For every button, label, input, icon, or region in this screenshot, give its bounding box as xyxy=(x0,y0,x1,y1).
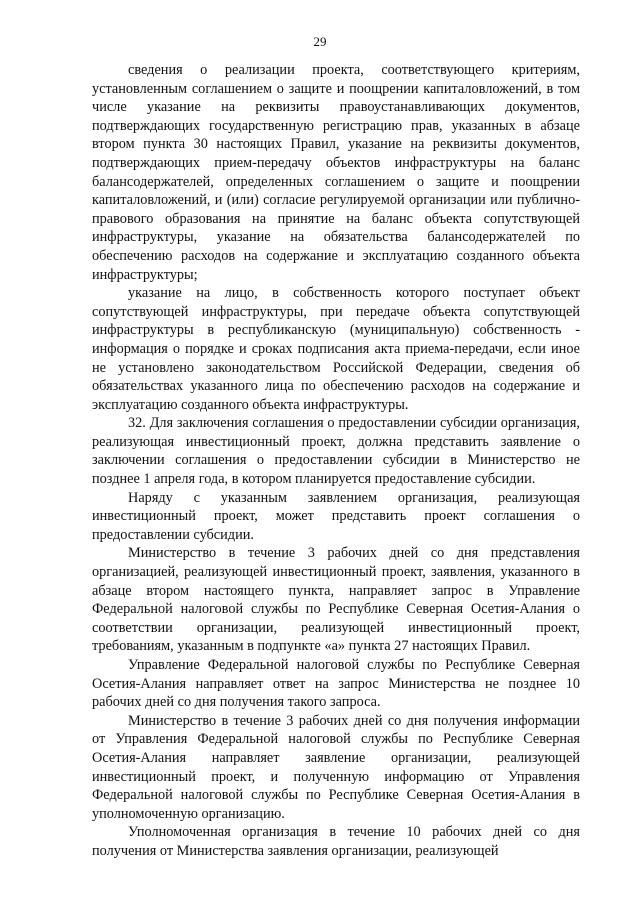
paragraph-owner-indication: указание на лицо, в собственность которого поступает объект сопутствующей инфраструктуры, при передаче объекта сопутствующей инфраструктуры в республиканскую (муниципальную) собственность - информация о порядке и сроках подписания акта приема-передачи, если иное не установлено законодательством Российской Федерации, сведения об обязательствах указанного лица по обеспечению расходов на содержание и эксплуатацию созданного объекта инфраструктуры. xyxy=(92,285,580,413)
paragraph-ministry-request: Министерство в течение 3 рабочих дней со дня представления организацией, реализующей инвестиционный проект, заявления, указанного в абзаце втором настоящего пункта, направляет запрос в Управление Федеральной налоговой службы по Республике Северная Осетия-Алания о соответствии организации, реализующей инвестиционный проект, требованиям, указанным в подпункте «а» пункта 27 настоящих Правил. xyxy=(92,545,580,655)
paragraph-draft-agreement: Наряду с указанным заявлением организация, реализующая инвестиционный проект, может представить проект соглашения о предоставлении субсидии. xyxy=(92,489,580,543)
page-number: 29 xyxy=(313,34,327,49)
paragraph-clause-32: 32. Для заключения соглашения о предоставлении субсидии организация, реализующая инвестиционный проект, должна представить заявление о заключении соглашения о предоставлении субсидии в Министерство не позднее 1 апреля года, в котором планируется предоставление субсидии. xyxy=(92,415,580,488)
paragraph-tax-service-reply: Управление Федеральной налоговой службы по Республике Северная Осетия-Алания направляет ответ на запрос Министерства не позднее 10 рабочих дней со дня получения такого запроса. xyxy=(92,657,580,711)
document-body xyxy=(92,61,580,861)
paragraph-project-info: сведения о реализации проекта, соответствующего критериям, установленным соглашением о защите и поощрении капиталовложений, в том числе указание на реквизиты правоустанавливающих документов, подтверждающих государственную регистрацию прав, указанных в абзаце втором пункта 30 настоящих Правил, указание на реквизиты документов, подтверждающих прием-передачу объектов инфраструктуры на баланс балансодержателей, определенных соглашением о защите и поощрении капиталовложений, и (или) согласие регулируемой организации или публично-правового образования на принятие на баланс объекта сопутствующей инфраструктуры, указание на обязательства балансодержателей по обеспечению расходов на содержание и эксплуатацию созданного объекта инфраструктуры; xyxy=(92,62,580,283)
paragraph-authorized-org: Уполномоченная организация в течение 10 рабочих дней со дня получения от Министерства заявления организации, реализующей xyxy=(92,824,580,859)
paragraph-ministry-forwarding: Министерство в течение 3 рабочих дней со дня получения информации от Управления Федеральной налоговой службы по Республике Северная Осетия-Алания направляет заявление организации, реализующей инвестиционный проект, и полученную информацию от Управления Федеральной налоговой службы по Республике Северная Осетия-Алания в уполномоченную организацию. xyxy=(92,712,580,822)
